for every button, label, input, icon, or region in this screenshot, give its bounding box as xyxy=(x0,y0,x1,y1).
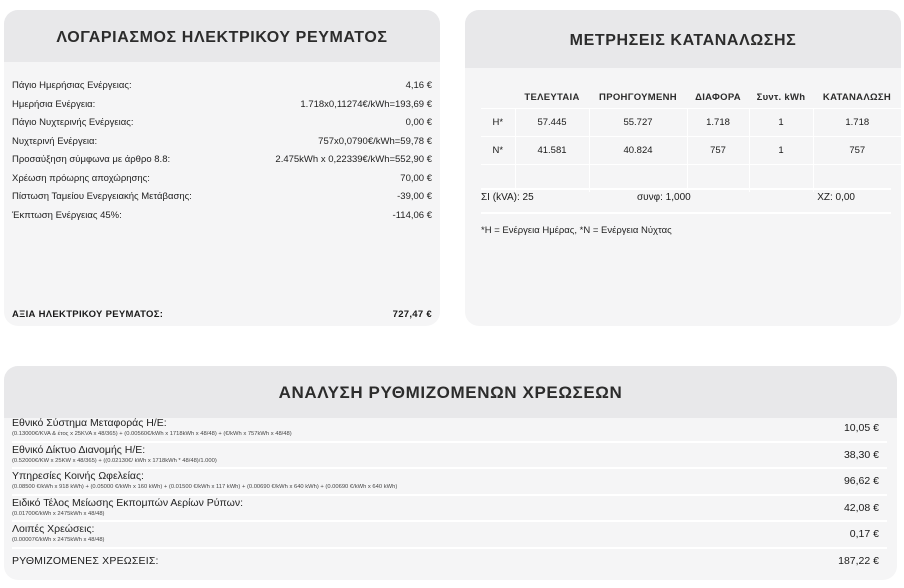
charge-amount: 96,62 € xyxy=(843,475,879,487)
bill-row-value: 70,00 € xyxy=(400,172,432,184)
bill-row-value: 0,00 € xyxy=(405,117,432,128)
bill-row xyxy=(12,171,432,190)
bill-row xyxy=(12,152,432,171)
bill-row xyxy=(12,97,432,116)
meter-cell: Η* xyxy=(481,109,515,137)
charge-row xyxy=(12,496,887,523)
bill-row-label: Έκπτωση Ενέργειας 45%: xyxy=(12,209,122,221)
bill-row xyxy=(12,134,432,153)
bill-row-value: 4,16 € xyxy=(405,80,432,91)
bill-row-label: Νυχτερινή Ενέργεια: xyxy=(12,135,98,147)
charge-formula: (0.00007€/kWh x 2475kWh x 48/48) xyxy=(12,537,105,543)
charge-row xyxy=(12,522,887,549)
charge-name: Εθνικό Σύστημα Μεταφοράς Η/Ε: xyxy=(12,417,167,429)
bill-total-label: ΑΞΙΑ ΗΛΕΚΤΡΙΚΟΥ ΡΕΥΜΑΤΟΣ: xyxy=(12,309,164,320)
bill-row-value: 757x0,0790€/kWh=59,78 € xyxy=(318,135,432,147)
meter-row xyxy=(481,109,901,137)
meter-table-header xyxy=(481,86,901,109)
charge-formula: (0.13000€/KVA & έτος x 25KVA x 48/365) + (0.00560€/kWh x 1718kWh x 48/48) + (€/kWh x 757kWh x 48/48) xyxy=(12,431,292,437)
bill-row-label: Πάγιο Ημερήσιας Ενέργειας: xyxy=(12,80,132,91)
bill-row-label: Ημερήσια Ενέργεια: xyxy=(12,98,96,110)
meter-cell: Ν* xyxy=(481,137,515,165)
charge-name: Ειδικό Τέλος Μείωσης Εκπομπών Αερίων Ρύπων: xyxy=(12,496,243,509)
divider xyxy=(481,212,891,214)
bill-row xyxy=(12,189,432,208)
bill-total-value: 727,47 € xyxy=(392,309,432,320)
electricity-bill-panel xyxy=(4,10,440,326)
meter-col-header: Συντ. kWh xyxy=(756,91,806,103)
meter-cell: 757 xyxy=(813,137,901,165)
meter-col-header: ΔΙΑΦΟΡΑ xyxy=(695,91,741,103)
meter-col-header: ΚΑΤΑΝΑΛΩΣΗ xyxy=(822,91,892,103)
bill-row xyxy=(12,78,432,97)
bill-row-label: Πίστωση Ταμείου Ενεργειακής Μετάβασης: xyxy=(12,191,192,202)
bill-row-value: -39,00 € xyxy=(397,191,432,202)
cos-phi: συνφ: 1,000 xyxy=(637,192,691,203)
meter-legend-note: *Η = Ενέργεια Ημέρας, *Ν = Ενέργεια Νύχτας xyxy=(481,225,672,236)
charge-amount: 10,05 € xyxy=(843,422,879,434)
charge-row xyxy=(12,443,887,470)
meter-readings-panel xyxy=(465,10,901,326)
charge-name: Υπηρεσίες Κοινής Ωφελείας: xyxy=(12,470,144,482)
divider xyxy=(481,188,891,190)
regulated-total-label: ΡΥΘΜΙΖΟΜΕΝΕΣ ΧΡΕΩΣΕΙΣ: xyxy=(12,554,159,567)
bill-row-label: Πάγιο Νυχτερινής Ενέργειας: xyxy=(12,117,134,128)
meters-title: ΜΕΤΡΗΣΕΙΣ ΚΑΤΑΝΑΛΩΣΗΣ xyxy=(465,10,901,68)
meter-cell: 41.581 xyxy=(515,137,589,165)
xz-value: ΧΖ: 0,00 xyxy=(817,192,855,203)
regulated-total xyxy=(12,549,887,573)
regulated-total-value: 187,22 € xyxy=(838,554,879,567)
charge-name: Εθνικό Δίκτυο Διανομής Η/Ε: xyxy=(12,443,146,456)
meter-cell: 1 xyxy=(749,137,813,165)
meter-table xyxy=(481,86,901,192)
charge-row xyxy=(12,416,887,443)
bill-row-label: Προσαύξηση σύμφωνα με άρθρο 8.8: xyxy=(12,154,171,165)
meter-col-header: ΤΕΛΕΥΤΑΙΑ xyxy=(524,91,580,103)
meter-cell: 1 xyxy=(749,109,813,137)
meter-cell: 1.718 xyxy=(687,109,749,137)
bill-row-value: 2.475kWh x 0,22339€/kWh=552,90 € xyxy=(275,154,432,165)
bill-row-value: 1.718x0,11274€/kWh=193,69 € xyxy=(300,98,432,110)
bill-row-label: Χρέωση πρόωρης αποχώρησης: xyxy=(12,172,150,184)
si-kva: ΣΙ (kVA): 25 xyxy=(481,192,534,203)
bill-row xyxy=(12,208,432,227)
charges-list xyxy=(12,416,887,573)
bill-title: ΛΟΓΑΡΙΑΣΜΟΣ ΗΛΕΚΤΡΙΚΟΥ ΡΕΥΜΑΤΟΣ xyxy=(4,10,440,62)
charge-amount: 42,08 € xyxy=(843,501,879,514)
bill-row xyxy=(12,115,432,134)
regulated-title: ΑΝΑΛΥΣΗ ΡΥΘΜΙΖΟΜΕΝΩΝ ΧΡΕΩΣΕΩΝ xyxy=(4,366,897,418)
meter-footer xyxy=(481,192,855,208)
meter-col-header: ΠΡΟΗΓΟΥΜΕΝΗ xyxy=(599,91,677,103)
charge-name: Λοιπές Χρεώσεις: xyxy=(12,523,95,535)
bill-rows xyxy=(12,78,432,226)
bill-row-value: -114,06 € xyxy=(392,209,432,221)
meter-cell: 57.445 xyxy=(515,109,589,137)
meter-cell: 757 xyxy=(687,137,749,165)
meter-cell: 55.727 xyxy=(589,109,687,137)
meter-cell: 40.824 xyxy=(589,137,687,165)
regulated-charges-panel xyxy=(4,366,897,580)
charge-formula: (0.52000€/KW x 25KW x 48/365) + ((0.02130€/ kWh x 1718kWh * 48/48)/1.000) xyxy=(12,457,217,464)
charge-formula: (0.01700€/kWh x 2475kWh x 48/48) xyxy=(12,510,105,517)
charge-amount: 38,30 € xyxy=(843,448,879,461)
meter-cell: 1.718 xyxy=(813,109,901,137)
charge-row xyxy=(12,469,887,496)
charge-formula: (0.08500 €/kWh x 918 kWh) + (0.05000 €/kWh x 160 kWh) + (0.01500 €/kWh x 117 kWh) + (0.00690 €/kWh x 640 kWh) + (0.00690 €/kWh x 640 kWh) xyxy=(12,484,398,490)
charge-amount: 0,17 € xyxy=(849,528,879,540)
meter-row xyxy=(481,137,901,165)
meter-col-header xyxy=(481,86,515,109)
